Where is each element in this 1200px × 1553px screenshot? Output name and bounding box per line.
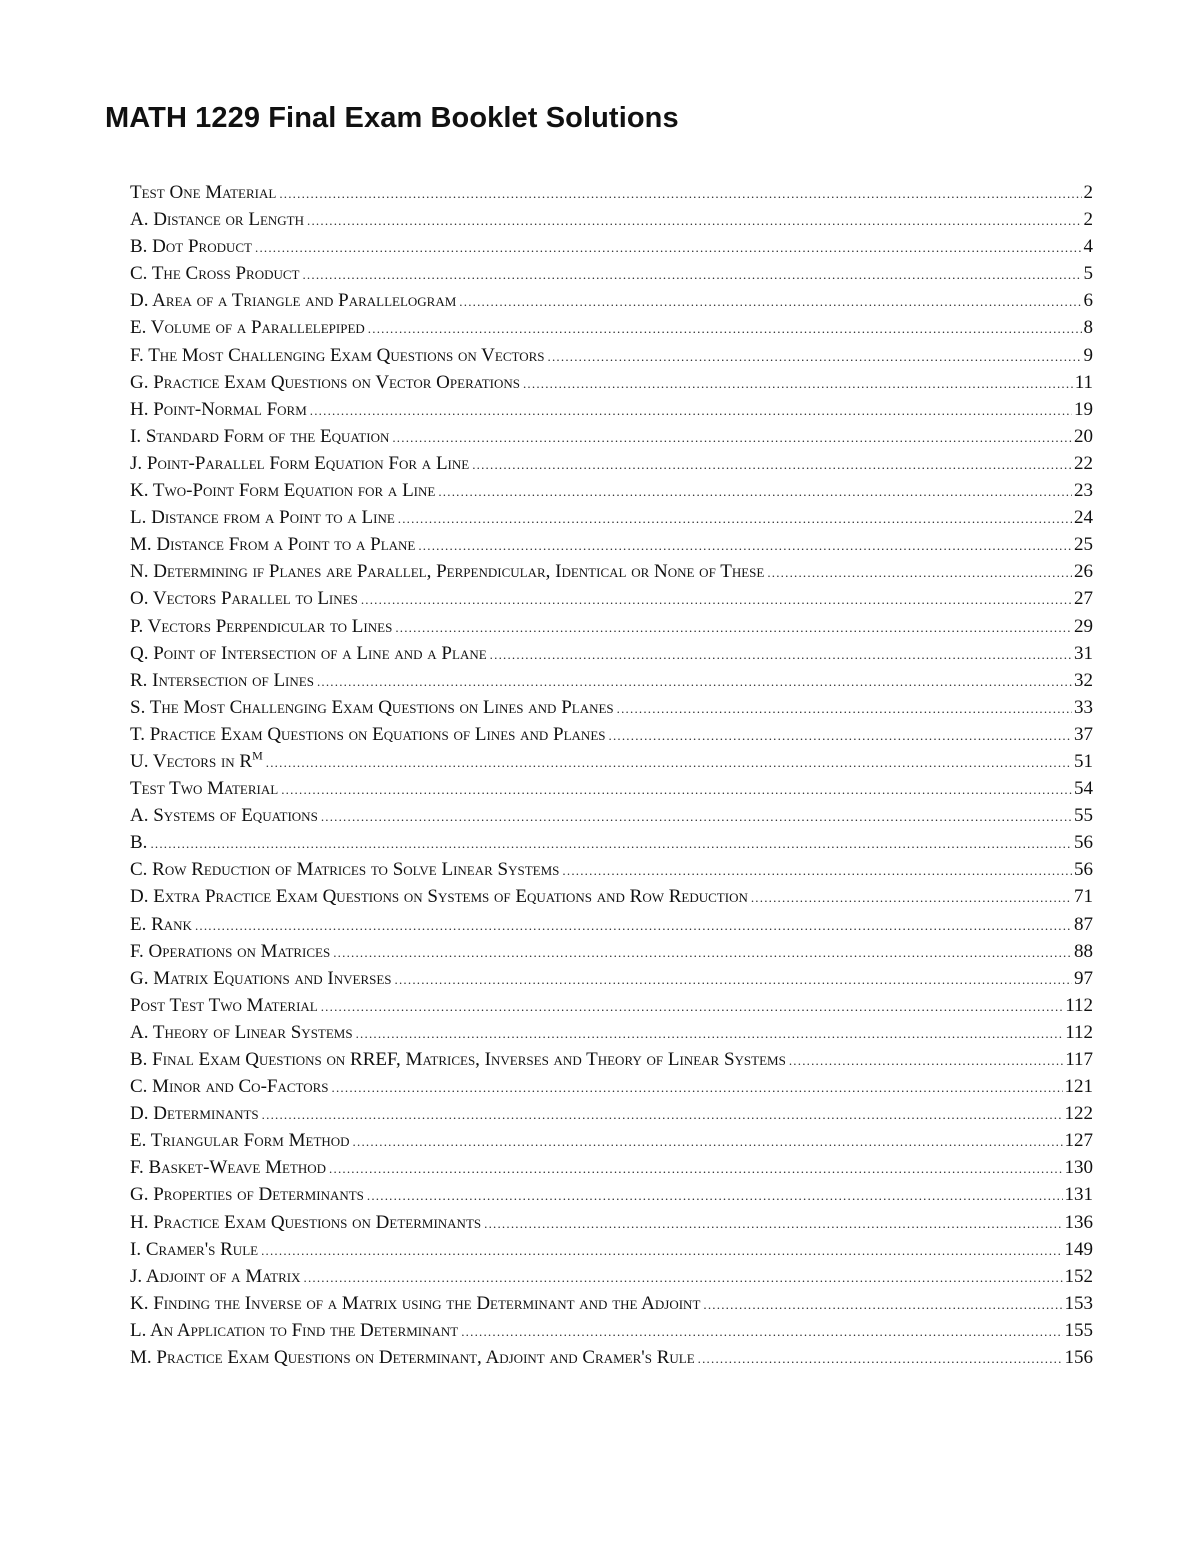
toc-entry-label-text: K. Two-Point Form Equation for a Line (130, 480, 436, 502)
toc-dot-leader (367, 1182, 1063, 1209)
toc-entry[interactable] (130, 802, 1093, 829)
toc-page-number: 4 (1083, 236, 1093, 258)
toc-page-number: 153 (1064, 1292, 1093, 1314)
toc-page-number: 121 (1064, 1076, 1093, 1098)
toc-entry[interactable] (130, 233, 1093, 260)
toc-entry-label (130, 965, 395, 992)
toc-entry-label-text: B. (130, 832, 148, 854)
toc-dot-leader (368, 315, 1082, 342)
toc-entry-label-text: G. Practice Exam Questions on Vector Operations (130, 371, 520, 393)
toc-entry-label (130, 179, 279, 206)
toc-dot-leader (548, 343, 1082, 370)
toc-page-number: 88 (1074, 940, 1093, 962)
toc-entry[interactable] (130, 1290, 1093, 1317)
toc-entry[interactable] (130, 1181, 1093, 1208)
toc-entry[interactable] (130, 1317, 1093, 1344)
toc-entry[interactable] (130, 477, 1093, 504)
toc-entry-label-text: L. An Application to Find the Determinant (130, 1319, 459, 1341)
toc-dot-leader (261, 1237, 1062, 1264)
toc-page-number: 9 (1083, 344, 1093, 366)
toc-dot-leader (321, 803, 1072, 830)
toc-dot-leader (398, 505, 1072, 532)
toc-page-number: 33 (1074, 696, 1093, 718)
toc-entry[interactable] (130, 748, 1093, 775)
toc-entry-label (130, 1181, 367, 1208)
toc-entry-label-text: M. Distance From a Point to a Plane (130, 534, 416, 556)
toc-entry-label (130, 260, 302, 287)
toc-entry-label-text: E. Triangular Form Method (130, 1130, 350, 1152)
toc-page-number: 112 (1065, 1021, 1093, 1043)
toc-entry-label (130, 1154, 329, 1181)
toc-entry-label (130, 1263, 304, 1290)
toc-dot-leader (392, 424, 1072, 451)
toc-entry-label (130, 342, 548, 369)
toc-entry-label (130, 856, 562, 883)
toc-page-number: 19 (1074, 398, 1093, 420)
toc-dot-leader (150, 830, 1072, 857)
toc-dot-leader (332, 1074, 1063, 1101)
toc-dot-leader (356, 1020, 1064, 1047)
toc-entry-label (130, 775, 281, 802)
toc-entry-label (130, 1344, 698, 1371)
toc-entry-label (130, 477, 438, 504)
toc-entry-superscript: M (252, 748, 263, 763)
toc-entry[interactable] (130, 558, 1093, 585)
toc-dot-leader (310, 397, 1072, 424)
toc-dot-leader (395, 614, 1072, 641)
toc-entry-label-text: C. Row Reduction of Matrices to Solve Linear Systems (130, 859, 560, 881)
toc-entry[interactable] (130, 775, 1093, 802)
toc-entry[interactable] (130, 504, 1093, 531)
toc-dot-leader (333, 939, 1072, 966)
toc-page-number: 25 (1074, 534, 1093, 556)
toc-dot-leader (302, 261, 1081, 288)
toc-entry-label-text: J. Adjoint of a Matrix (130, 1265, 301, 1287)
toc-entry[interactable] (130, 938, 1093, 965)
toc-entry[interactable] (130, 667, 1093, 694)
toc-entry-label-text: G. Properties of Determinants (130, 1184, 364, 1206)
toc-page-number: 29 (1074, 615, 1093, 637)
toc-entry-label-text: A. Theory of Linear Systems (130, 1021, 353, 1043)
toc-entry-label-text: F. Operations on Matrices (130, 940, 331, 962)
toc-page-number: 27 (1074, 588, 1093, 610)
toc-dot-leader (317, 668, 1072, 695)
toc-entry-label (130, 369, 523, 396)
toc-page-number: 112 (1065, 994, 1093, 1016)
toc-dot-leader (698, 1345, 1063, 1372)
toc-entry[interactable] (130, 260, 1093, 287)
toc-entry[interactable] (130, 1019, 1093, 1046)
toc-entry-label-text: N. Determining if Planes are Parallel, Perpendicular, Identical or None of These (130, 561, 765, 583)
toc-page-number: 22 (1074, 452, 1093, 474)
toc-entry-label (130, 911, 195, 938)
toc-dot-leader (617, 695, 1072, 722)
toc-dot-leader (279, 180, 1081, 207)
toc-entry[interactable] (130, 883, 1093, 910)
toc-entry-label (130, 667, 317, 694)
toc-entry-label (130, 1127, 353, 1154)
toc-page-number: 156 (1064, 1347, 1093, 1369)
toc-entry-label (130, 992, 321, 1019)
toc-dot-leader (321, 993, 1063, 1020)
toc-entry-label (130, 883, 751, 910)
toc-page-number: 55 (1074, 805, 1093, 827)
toc-page-number: 37 (1074, 723, 1093, 745)
toc-dot-leader (459, 288, 1081, 315)
toc-entry[interactable] (130, 1209, 1093, 1236)
toc-entry-label (130, 1236, 261, 1263)
toc-page-number: 117 (1065, 1049, 1093, 1070)
toc-dot-leader (395, 966, 1072, 993)
toc-dot-leader (307, 207, 1081, 234)
toc-page-number: 24 (1074, 507, 1093, 529)
toc-dot-leader (484, 1210, 1062, 1237)
toc-dot-leader (767, 559, 1072, 586)
toc-entry-label (130, 1290, 703, 1317)
toc-entry-label-text: F. The Most Challenging Exam Questions on Vectors (130, 344, 545, 366)
toc-page-number: 56 (1074, 832, 1093, 854)
toc-page-number: 122 (1064, 1103, 1093, 1125)
toc-entry-label-text: D. Extra Practice Exam Questions on Systems of Equations and Row Reduction (130, 886, 748, 908)
toc-dot-leader (751, 884, 1072, 911)
toc-entry[interactable] (130, 640, 1093, 667)
toc-entry[interactable] (130, 1100, 1093, 1127)
toc-entry[interactable] (130, 613, 1093, 640)
toc-entry-label-text: E. Volume of a Parallelepiped (130, 317, 365, 339)
toc-entry[interactable] (130, 856, 1093, 883)
toc-entry[interactable] (130, 450, 1093, 477)
toc-page-number: 51 (1074, 750, 1093, 772)
toc-entry-label (130, 721, 609, 748)
toc-page-number: 31 (1074, 642, 1093, 664)
toc-dot-leader (461, 1318, 1062, 1345)
toc-entry[interactable] (130, 531, 1093, 558)
toc-entry-label (130, 694, 617, 721)
toc-page-number: 130 (1064, 1157, 1093, 1179)
toc-entry-label (130, 396, 310, 423)
toc-page-number: 127 (1064, 1130, 1093, 1152)
toc-entry-label-text: T. Practice Exam Questions on Equations of Lines and Planes (130, 723, 606, 745)
toc-entry-label (130, 613, 395, 640)
toc-entry-label (130, 206, 307, 233)
toc-dot-leader (789, 1047, 1063, 1074)
toc-entry-label (130, 504, 398, 531)
toc-entry-label (130, 450, 472, 477)
toc-dot-leader (361, 586, 1072, 613)
toc-entry-label (130, 233, 255, 260)
toc-entry-label-text: M. Practice Exam Questions on Determinant, Adjoint and Cramer's Rule (130, 1347, 695, 1369)
toc-entry-label (130, 829, 150, 856)
toc-entry[interactable] (130, 585, 1093, 612)
toc-entry[interactable] (130, 423, 1093, 450)
toc-page-number: 71 (1074, 886, 1093, 908)
toc-page-number: 32 (1074, 669, 1093, 691)
toc-entry-label-text: B. Dot Product (130, 236, 252, 258)
table-of-contents (130, 179, 1093, 1371)
toc-entry-label-text: C. The Cross Product (130, 263, 300, 285)
toc-dot-leader (195, 912, 1072, 939)
toc-page-number: 136 (1064, 1211, 1093, 1233)
toc-page-number: 8 (1083, 317, 1093, 339)
toc-entry[interactable] (130, 1263, 1093, 1290)
toc-dot-leader (329, 1155, 1062, 1182)
toc-entry-label-text: Test One Material (130, 182, 277, 203)
toc-page-number: 2 (1083, 209, 1093, 231)
toc-entry[interactable] (130, 694, 1093, 721)
toc-entry-label-text: K. Finding the Inverse of a Matrix using the Determinant and the Adjoint (130, 1292, 701, 1314)
toc-entry-label-text: R. Intersection of Lines (130, 669, 314, 691)
toc-entry-label-text: A. Distance or Length (130, 209, 305, 231)
toc-page-number: 20 (1074, 425, 1093, 447)
toc-entry[interactable] (130, 1046, 1093, 1073)
toc-entry-label-text: L. Distance from a Point to a Line (130, 507, 395, 529)
toc-page-number: 87 (1074, 913, 1093, 935)
toc-entry[interactable] (130, 287, 1093, 314)
toc-entry-label (130, 1317, 461, 1344)
toc-entry[interactable] (130, 342, 1093, 369)
toc-page-number: 11 (1074, 371, 1093, 393)
toc-entry-label (130, 314, 368, 341)
toc-entry[interactable] (130, 1127, 1093, 1154)
toc-entry-label-text: I. Cramer's Rule (130, 1238, 259, 1260)
toc-entry-label-text: H. Practice Exam Questions on Determinants (130, 1211, 482, 1233)
toc-entry-label-text: A. Systems of Equations (130, 805, 318, 827)
toc-dot-leader (353, 1128, 1063, 1155)
toc-entry[interactable] (130, 1073, 1093, 1100)
toc-entry-label (130, 640, 490, 667)
toc-entry-label-text: U. Vectors in R (130, 750, 253, 772)
toc-entry-label-text: S. The Most Challenging Exam Questions on Lines and Planes (130, 696, 614, 718)
toc-entry[interactable] (130, 829, 1093, 856)
toc-entry[interactable] (130, 1154, 1093, 1181)
page-title: MATH 1229 Final Exam Booklet Solutions (105, 102, 679, 134)
toc-entry-label (130, 287, 459, 314)
toc-dot-leader (703, 1291, 1062, 1318)
toc-entry-label-text: B. Final Exam Questions on RREF, Matrices, Inverses and Theory of Linear Systems (130, 1049, 786, 1070)
toc-entry-label (130, 938, 333, 965)
toc-page-number: 155 (1064, 1319, 1093, 1341)
toc-dot-leader (490, 641, 1072, 668)
toc-dot-leader (281, 776, 1072, 803)
toc-entry-label (130, 531, 418, 558)
toc-entry-label-text: Q. Point of Intersection of a Line and a Plane (130, 642, 487, 664)
toc-dot-leader (523, 370, 1073, 397)
toc-page-number: 26 (1074, 561, 1093, 583)
toc-dot-leader (418, 532, 1072, 559)
toc-page-number: 152 (1064, 1265, 1093, 1287)
toc-entry-label (130, 1100, 262, 1127)
toc-dot-leader (255, 234, 1082, 261)
toc-page-number: 54 (1074, 778, 1093, 800)
toc-entry[interactable] (130, 396, 1093, 423)
toc-page-number: 149 (1064, 1238, 1093, 1260)
toc-page-number: 131 (1064, 1184, 1093, 1206)
toc-entry-label (130, 558, 767, 585)
toc-entry-label-text: O. Vectors Parallel to Lines (130, 588, 358, 610)
toc-dot-leader (304, 1264, 1063, 1291)
toc-dot-leader (472, 451, 1072, 478)
toc-entry[interactable] (130, 314, 1093, 341)
toc-entry-label-text: G. Matrix Equations and Inverses (130, 967, 392, 989)
toc-entry-label-text: I. Standard Form of the Equation (130, 425, 390, 447)
toc-entry-label (130, 1019, 356, 1046)
toc-entry-label (130, 1073, 332, 1100)
toc-entry-label-text: F. Basket-Weave Method (130, 1157, 327, 1179)
toc-dot-leader (438, 478, 1072, 505)
toc-entry-label-text: C. Minor and Co-Factors (130, 1076, 329, 1098)
toc-dot-leader (266, 749, 1072, 776)
toc-entry[interactable] (130, 721, 1093, 748)
toc-page-number: 97 (1074, 967, 1093, 989)
toc-entry-label-text: H. Point-Normal Form (130, 398, 307, 420)
toc-page-number: 56 (1074, 859, 1093, 881)
toc-page-number: 23 (1074, 480, 1093, 502)
toc-entry-label (130, 748, 266, 775)
toc-dot-leader (262, 1101, 1063, 1128)
toc-entry[interactable] (130, 1236, 1093, 1263)
toc-entry[interactable] (130, 992, 1093, 1019)
toc-entry[interactable] (130, 179, 1093, 206)
toc-entry[interactable] (130, 911, 1093, 938)
toc-page-number: 6 (1083, 290, 1093, 312)
toc-entry-label-text: Test Two Material (130, 778, 279, 800)
toc-dot-leader (562, 857, 1072, 884)
toc-entry-label (130, 802, 321, 829)
toc-entry[interactable] (130, 965, 1093, 992)
toc-entry[interactable] (130, 206, 1093, 233)
toc-entry-label-text: P. Vectors Perpendicular to Lines (130, 615, 393, 637)
toc-page-number: 5 (1083, 263, 1093, 285)
toc-entry[interactable] (130, 1344, 1093, 1371)
toc-entry-label-text: J. Point-Parallel Form Equation For a Line (130, 452, 470, 474)
toc-entry-label (130, 423, 392, 450)
toc-page-number: 2 (1083, 182, 1093, 203)
toc-entry-label (130, 1209, 484, 1236)
toc-dot-leader (609, 722, 1073, 749)
toc-entry[interactable] (130, 369, 1093, 396)
toc-entry-label (130, 1046, 789, 1073)
toc-entry-label-text: D. Determinants (130, 1103, 259, 1125)
toc-entry-label (130, 585, 361, 612)
toc-entry-label-text: E. Rank (130, 913, 192, 935)
toc-entry-label-text: Post Test Two Material (130, 994, 318, 1016)
toc-entry-label-text: D. Area of a Triangle and Parallelogram (130, 290, 457, 312)
